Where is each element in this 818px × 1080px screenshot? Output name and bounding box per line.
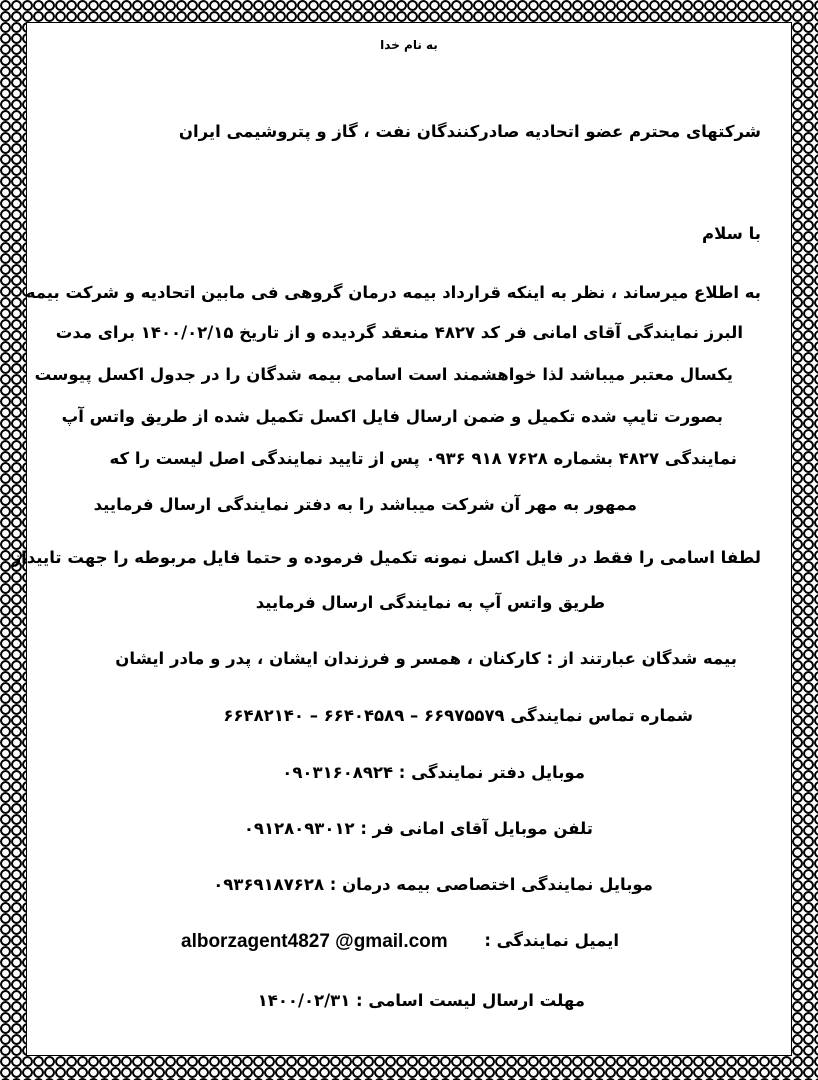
email-address[interactable]: alborzagent4827 @gmail.com	[181, 931, 448, 952]
greeting: با سلام	[702, 224, 761, 243]
phone-numbers: شماره تماس نمایندگی ۶۶۹۷۵۵۷۹ – ۶۶۴۰۴۵۸۹ – ۶۶۴۸۲۱۴۰	[223, 706, 693, 725]
note-line: لطفا اسامی را فقط در فایل اکسل نمونه تکمیل فرموده و حتما فایل مربوطه را جهت تاییداز	[11, 548, 761, 567]
note-line: طریق واتس آپ به نمایندگی ارسال فرمایید	[255, 593, 605, 612]
body-line: یکسال معتبر میباشد لذا خواهشمند است اسامی بیمه شدگان را در جدول اکسل پیوست	[34, 365, 733, 384]
email-label: ایمیل نمایندگی :	[484, 931, 619, 950]
office-mobile: موبایل دفتر نمایندگی : ۰۹۰۳۱۶۰۸۹۲۴	[282, 763, 585, 782]
body-line: به اطلاع میرساند ، نظر به اینکه قرارداد بیمه درمان گروهی فی مابین اتحادیه و شرکت بیمه	[25, 283, 761, 302]
body-line: البرز نمایندگی آقای امانی فر کد ۴۸۲۷ منعقد گردیده و از تاریخ ۱۴۰۰/۰۲/۱۵ برای مدت	[55, 323, 743, 342]
body-line: بصورت تایپ شده تکمیل و ضمن ارسال فایل اکسل تکمیل شده از طریق واتس آپ	[61, 407, 723, 426]
letter-page	[11, 22, 792, 1056]
insured-line: بیمه شدگان عبارتند از : کارکنان ، همسر و فرزندان ایشان ، پدر و مادر ایشان	[115, 649, 737, 668]
letter-header: به نام خدا	[380, 38, 438, 52]
recipient-line: شرکتهای محترم عضو اتحادیه صادرکنندگان نفت ، گاز و پتروشیمی ایران	[178, 122, 761, 141]
deadline: مهلت ارسال لیست اسامی : ۱۴۰۰/۰۲/۳۱	[257, 991, 585, 1010]
health-mobile: موبایل نمایندگی اختصاصی بیمه درمان : ۰۹۳۶۹۱۸۷۶۲۸	[213, 875, 653, 894]
body-line: نمایندگی ۴۸۲۷ بشماره ۷۶۲۸ ۹۱۸ ۰۹۳۶ پس از تایید نمایندگی اصل لیست را که	[109, 449, 737, 468]
agent-mobile: تلفن موبایل آقای امانی فر : ۰۹۱۲۸۰۹۳۰۱۲	[243, 819, 593, 838]
body-line: ممهور به مهر آن شرکت میباشد را به دفتر نمایندگی ارسال فرمایید	[93, 495, 637, 514]
